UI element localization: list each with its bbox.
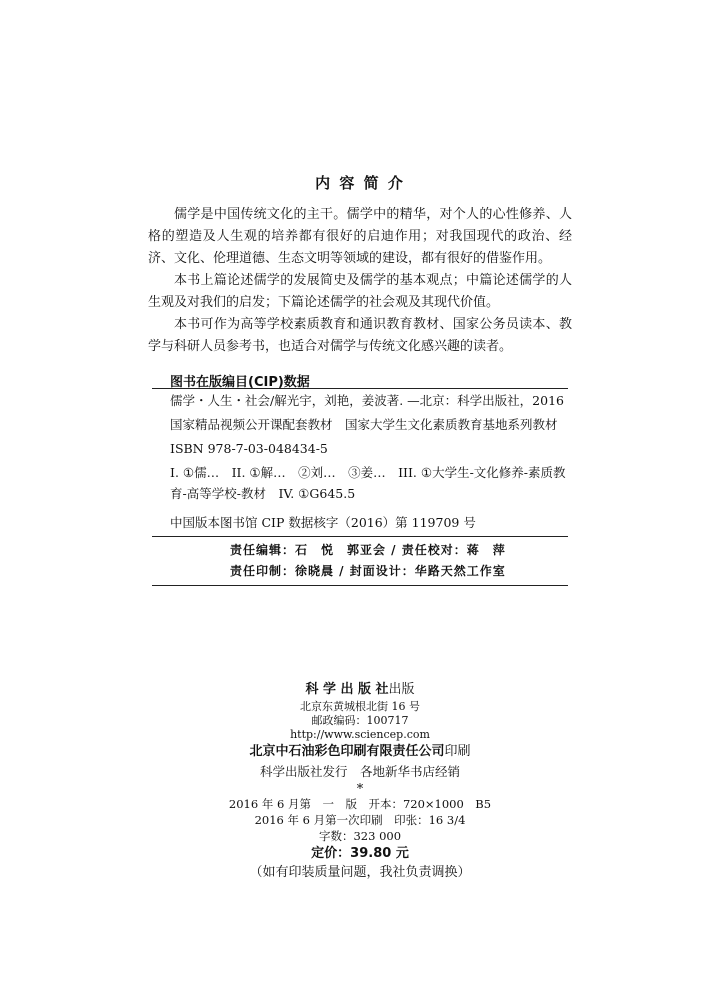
responsible-production: 责任印制：徐晓晨 / 封面设计：华路天然工作室: [230, 564, 506, 578]
cip-number: 中国版本图书馆 CIP 数据核字（2016）第 119709 号: [170, 515, 476, 530]
printer-line: [0, 744, 720, 759]
publisher-url: http://www.sciencep.com: [290, 728, 430, 741]
summary-paragraph: 儒学是中国传统文化的主干。儒学中的精华，对个人的心性修养、人格的塑造及人生观的培养都有很好的启迪作用；对我国现代的政治、经济、文化、伦理道德、生态文明等领域的建设，都有很好的借鉴作用。: [148, 207, 572, 266]
responsible-editors: 责任编辑：石 悦 郭亚会 / 责任校对：蒋 萍: [230, 543, 506, 557]
publisher-postcode: 邮政编码：100717: [311, 714, 409, 727]
price: 定价：39.80 元: [311, 846, 409, 861]
quality-note: （如有印装质量问题，我社负责调换）: [249, 865, 471, 880]
distribution-line: 科学出版社发行 各地新华书店经销: [259, 764, 460, 779]
cip-isbn: ISBN 978-7-03-048434-5: [170, 441, 328, 456]
cip-bottom-rule: [152, 536, 568, 537]
summary-paragraph: 本书可作为高等学校素质教育和通识教育教材、国家公务员读本、教学与科研人员参考书，也适合对儒学与传统文化感兴趣的读者。: [148, 317, 572, 354]
cip-series-line: 国家精品视频公开课配套教材 国家大学生文化素质教育基地系列教材: [170, 417, 558, 432]
word-count: 字数：323 000: [318, 829, 402, 843]
separator-star: *: [356, 782, 364, 797]
cip-heading: 图书在版编目(CIP)数据: [170, 375, 310, 390]
summary-title: 内 容 简 介: [315, 174, 405, 192]
printing-line: 2016 年 6 月第一次印刷 印张：16 3/4: [254, 813, 466, 827]
summary-body: [148, 204, 572, 358]
cip-classification: I. ①儒… II. ①解… ②刘… ③姜… III. ①大学生-文化修养-素质教育-高等学校-教材 IV. ①G645.5: [170, 465, 566, 501]
summary-paragraph: 本书上篇论述儒学的发展简史及儒学的基本观点；中篇论述儒学的人生观及对我们的启发；下篇论述儒学的社会观及其现代价值。: [148, 273, 572, 310]
edition-line: 2016 年 6 月第 一 版 开本：720×1000 B5: [228, 797, 492, 811]
cip-top-rule: [152, 388, 568, 389]
printer-suffix: 印刷: [444, 744, 471, 759]
editors-bottom-rule: [152, 585, 568, 586]
cip-title-line: 儒学・人生・社会/解光宇，刘艳，姜波著. —北京：科学出版社，2016: [170, 393, 564, 408]
publisher-address: 北京东黄城根北街 16 号: [300, 700, 420, 713]
printer-name: 北京中石油彩色印刷有限责任公司: [249, 744, 445, 759]
publisher-name: 科 学 出 版 社: [305, 682, 389, 697]
publisher-line: [0, 682, 720, 697]
publisher-suffix: 出版: [388, 682, 415, 697]
